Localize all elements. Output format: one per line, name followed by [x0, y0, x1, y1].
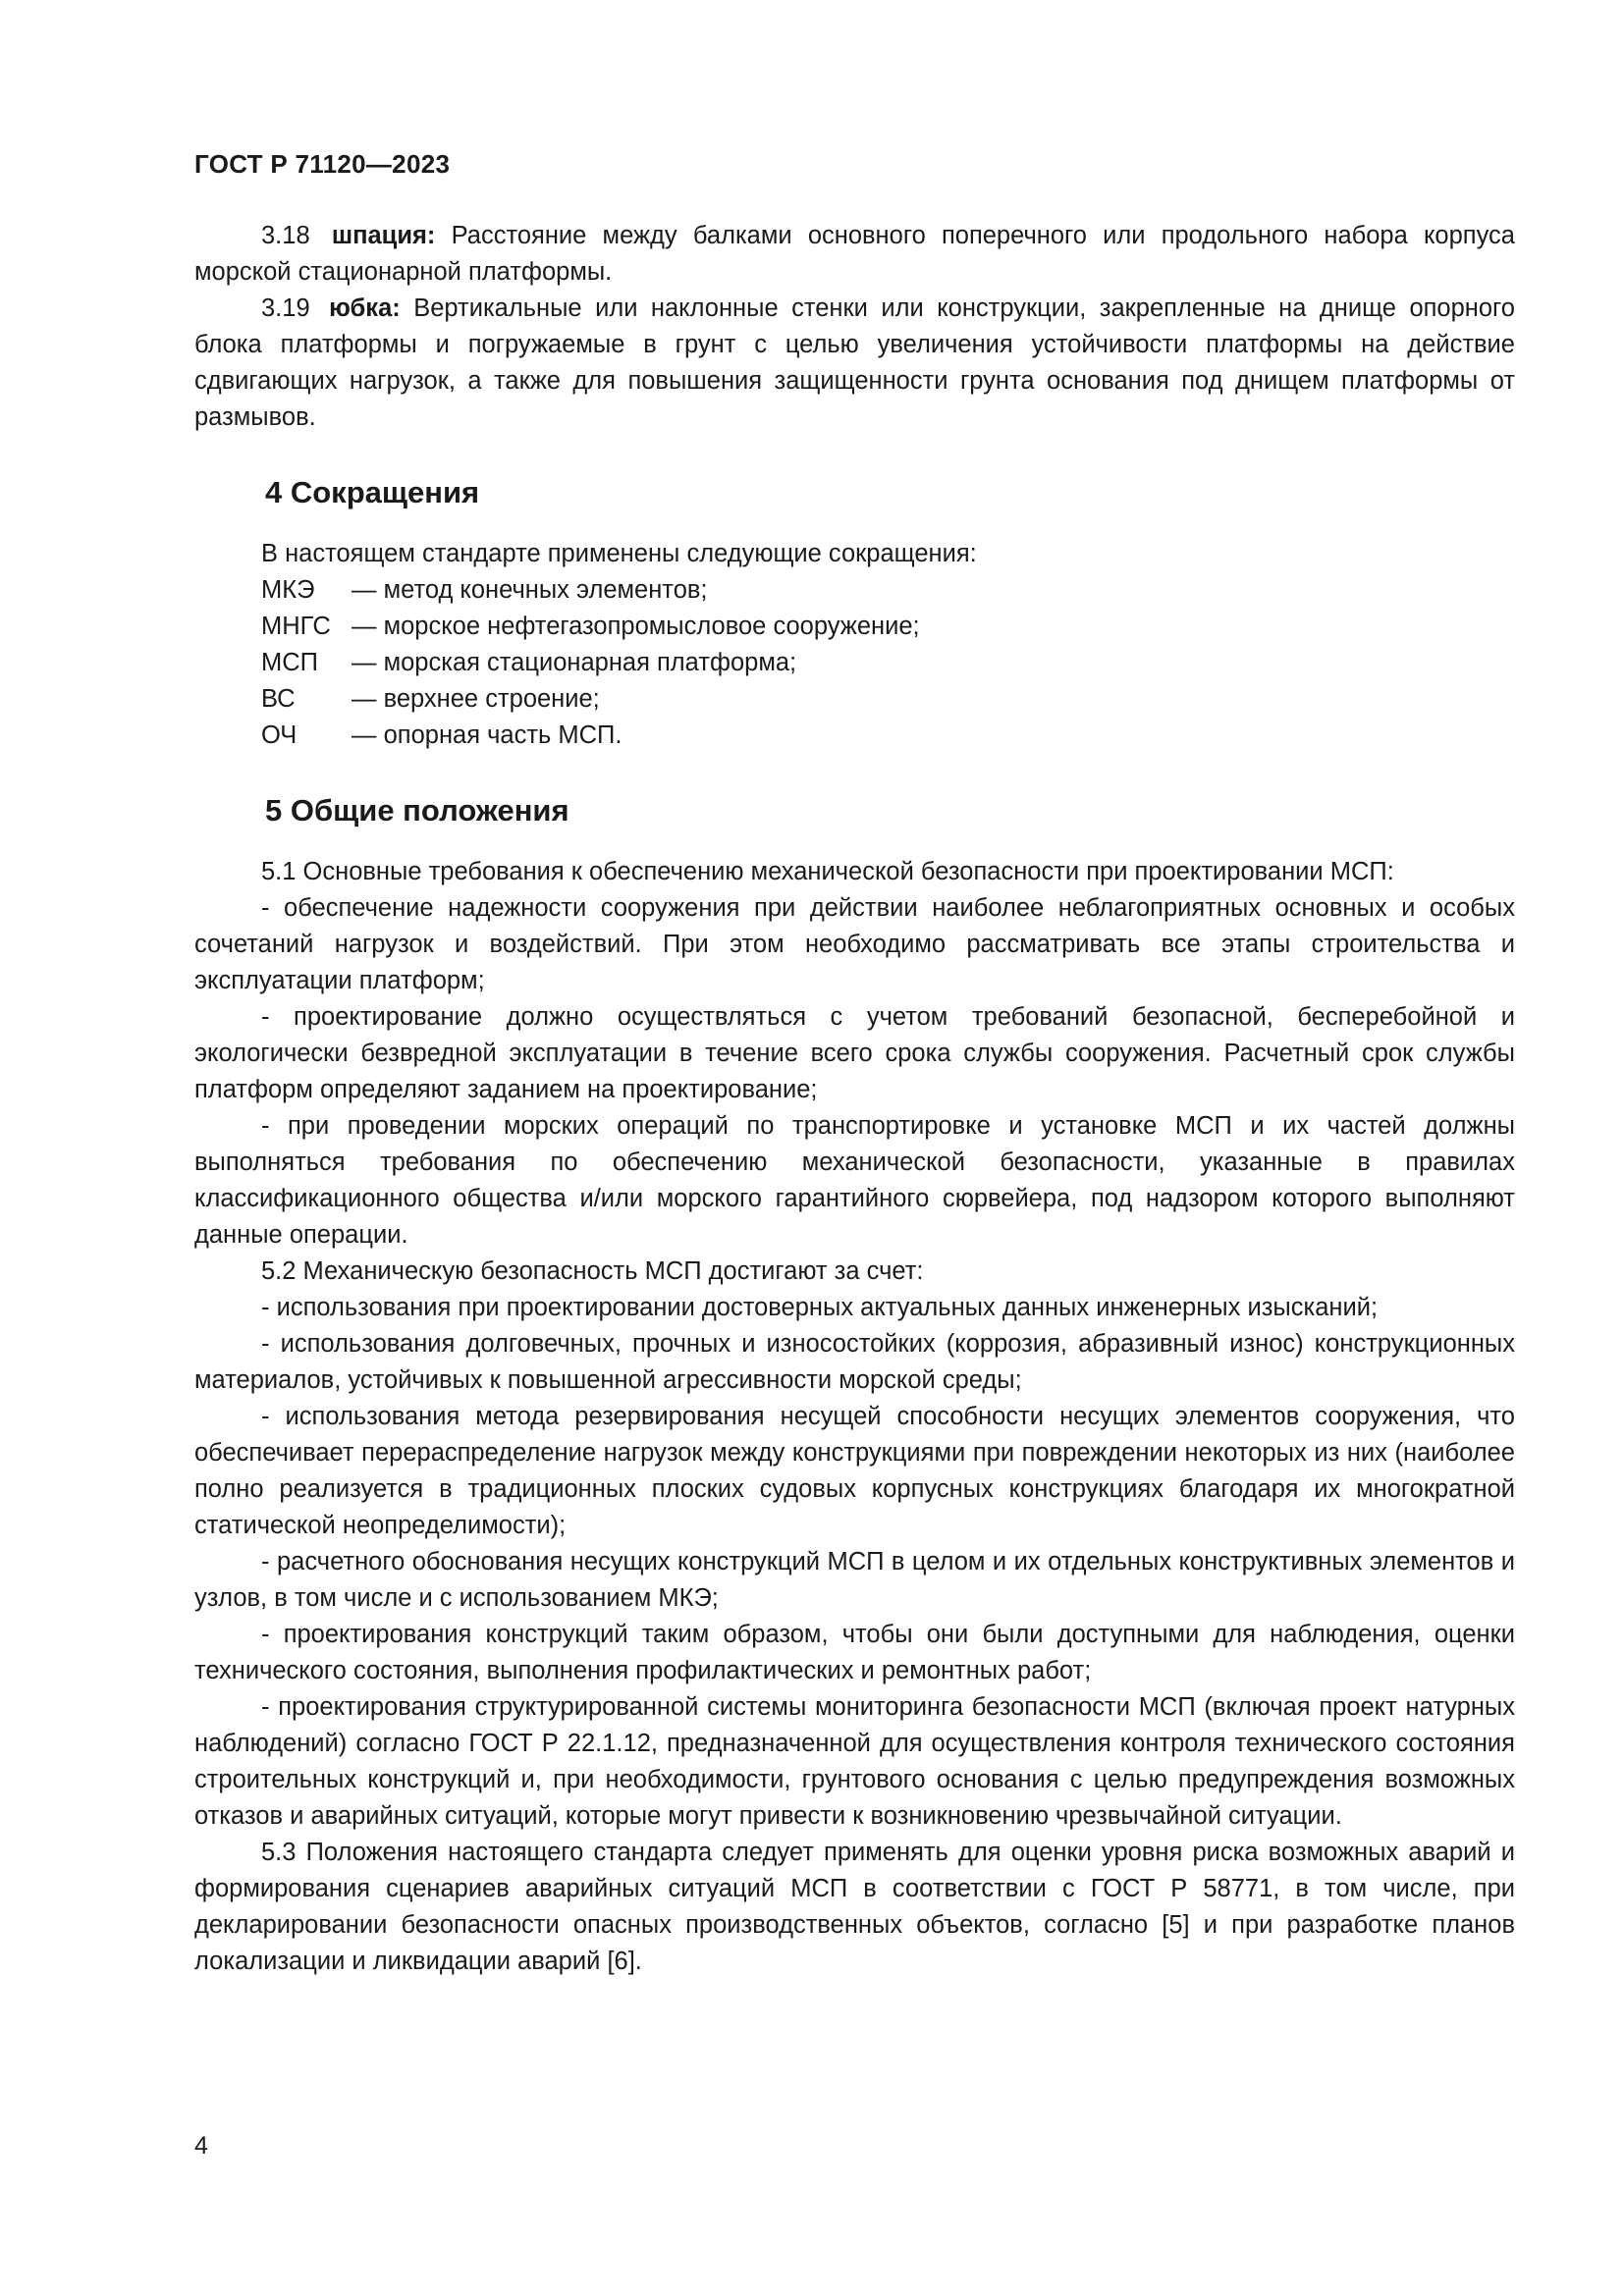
- list-item: - проектирование должно осуществляться с учетом требований безопасной, бесперебойной и экологически безвредной эксплуатации в течение всего срока службы сооружения. Расчетный срок службы платформ определяют заданием на проектирование;: [194, 1003, 1515, 1103]
- abbreviation-row: [261, 609, 1515, 645]
- abbreviation-definition: — морская стационарная платформа;: [352, 649, 797, 676]
- paragraph-5-1: 5.1 Основные требования к обеспечению механической безопасности при проектировании МСП:: [261, 858, 1394, 885]
- abbreviation-row: [261, 718, 1515, 754]
- definition-number: 3.18: [261, 222, 310, 249]
- paragraph-5-3: 5.3 Положения настоящего стандарта следует применять для оценки уровня риска возможных аварий и формирования сценариев аварийных ситуаций МСП в соответствии с ГОСТ Р 58771, в том числе, при декларировании безопасности опасных производственных объектов, согласно [5] и при разработке планов локализации и ликвидации аварий [6].: [194, 1839, 1515, 1975]
- abbreviation-definition: — морское нефтегазопромысловое сооружение;: [352, 613, 920, 640]
- page-number: 4: [194, 2132, 208, 2160]
- definition-term: юбка:: [329, 294, 401, 322]
- list-item: - при проведении морских операций по транспортировке и установке МСП и их частей должны выполняться требования по обеспечению механической безопасности, указанные в правилах классификационного общества и/или морского гарантийного сюрвейера, под надзором которого выполняют данные операции.: [194, 1112, 1515, 1249]
- list-item: - использования долговечных, прочных и износостойких (коррозия, абразивный износ) конструкционных материалов, устойчивых к повышенной агрессивности морской среды;: [194, 1330, 1515, 1394]
- definition-3-19: [194, 291, 1515, 436]
- abbreviation-definition: — опорная часть МСП.: [352, 721, 623, 749]
- abbreviation-code: МКЭ: [261, 576, 315, 604]
- abbreviation-code: МСП: [261, 649, 318, 676]
- list-item: - проектирования конструкций таким образом, чтобы они были доступными для наблюдения, оценки технического состояния, выполнения профилактических и ремонтных работ;: [194, 1621, 1515, 1684]
- list-item: - использования метода резервирования несущей способности несущих элементов сооружения, что обеспечивает перераспределение нагрузок между конструкциями при повреждении некоторых из них (наиболее полно реализуется в традиционных плоских судовых корпусных конструкциях благодаря их многократной статической неопределимости);: [194, 1403, 1515, 1539]
- definition-text: Расстояние между балками основного поперечного или продольного набора корпуса морской стационарной платформы.: [194, 222, 1515, 286]
- definition-number: 3.19: [261, 294, 310, 322]
- abbreviation-code: ВС: [261, 685, 296, 713]
- document-header: ГОСТ Р 71120—2023: [194, 149, 451, 179]
- section-5-heading: 5 Общие положения: [265, 793, 569, 828]
- section-4-heading: 4 Сокращения: [265, 475, 480, 509]
- definition-3-18: [194, 218, 1515, 291]
- abbreviation-definition: — метод конечных элементов;: [352, 576, 708, 604]
- list-item: - использования при проектировании достоверных актуальных данных инженерных изысканий;: [261, 1294, 1379, 1321]
- definition-text: Вертикальные или наклонные стенки или конструкции, закрепленные на днище опорного блока платформы и погружаемые в грунт с целью увеличения устойчивости платформы на действие сдвигающих нагрузок, а также для повышения защищенности грунта основания под днищем платформы от размывов.: [194, 294, 1515, 431]
- abbreviation-row: [261, 645, 1515, 681]
- abbreviation-code: МНГС: [261, 613, 331, 640]
- page-content: [194, 218, 1515, 1980]
- abbreviation-row: [261, 572, 1515, 609]
- abbreviations-intro: В настоящем стандарте применены следующие сокращения:: [261, 540, 977, 567]
- list-item: - обеспечение надежности сооружения при действии наиболее неблагоприятных основных и особых сочетаний нагрузок и воздействий. При этом необходимо рассматривать все этапы строительства и эксплуатации платформ;: [194, 894, 1515, 994]
- list-item: - расчетного обоснования несущих конструкций МСП в целом и их отдельных конструктивных элементов и узлов, в том числе и с использованием МКЭ;: [194, 1548, 1515, 1612]
- definition-term: шпация:: [331, 222, 436, 249]
- paragraph-5-2: 5.2 Механическую безопасность МСП достигают за счет:: [261, 1257, 924, 1285]
- abbreviation-code: ОЧ: [261, 721, 298, 749]
- abbreviation-row: [261, 681, 1515, 718]
- abbreviation-definition: — верхнее строение;: [352, 685, 600, 713]
- list-item: - проектирования структурированной системы мониторинга безопасности МСП (включая проект натурных наблюдений) согласно ГОСТ Р 22.1.12, предназначенной для осуществления контроля технического состояния строительных конструкций и, при необходимости, грунтового основания с целью предупреждения возможных отказов и аварийных ситуаций, которые могут привести к возникновению чрезвычайной ситуации.: [194, 1693, 1515, 1830]
